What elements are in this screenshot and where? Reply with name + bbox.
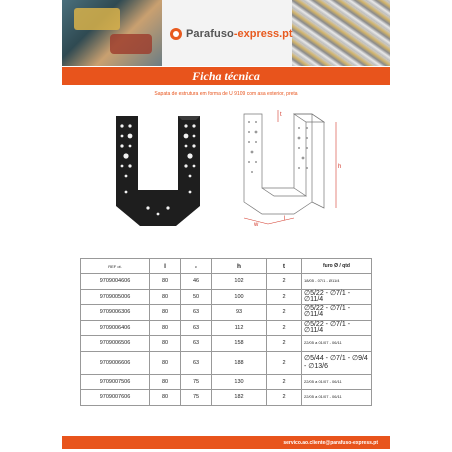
cell-c: 63	[181, 320, 212, 336]
cell-l: 80	[150, 390, 181, 406]
product-photo	[112, 114, 204, 232]
cell-h: 130	[212, 374, 267, 390]
spec-table	[80, 258, 372, 406]
cell-ref: 9709006306	[81, 305, 150, 321]
cell-h: 188	[212, 351, 267, 374]
col-t: t	[267, 259, 302, 274]
cell-t: 2	[267, 351, 302, 374]
cell-furo: ∅5/22 - ∅7/1 - ∅11/4	[302, 305, 372, 321]
table-row	[81, 374, 372, 390]
label-t: t	[280, 112, 282, 118]
cell-h: 102	[212, 274, 267, 290]
page-title: Ficha técnica	[192, 68, 260, 83]
cell-l: 80	[150, 274, 181, 290]
cell-ref: 9709007606	[81, 390, 150, 406]
cell-furo: ∅5/22 - ∅7/1 - ∅11/4	[302, 289, 372, 305]
table-row	[81, 289, 372, 305]
cell-c: 50	[181, 289, 212, 305]
cell-furo: ∅5/22 - ∅7/1 - ∅11/4	[302, 320, 372, 336]
cell-h: 112	[212, 320, 267, 336]
cell-ref: 9709006406	[81, 320, 150, 336]
screws-photo	[292, 0, 390, 66]
cell-l: 80	[150, 351, 181, 374]
cell-c: 46	[181, 274, 212, 290]
brand-name: Parafuso	[186, 28, 234, 40]
product-description: Sapata de estrutura em forma de U 9109 com asa exterior, preta	[154, 91, 298, 97]
cell-t: 2	[267, 390, 302, 406]
brand-icon	[170, 28, 182, 40]
cell-c: 75	[181, 374, 212, 390]
cell-ref: 9709007506	[81, 374, 150, 390]
cell-l: 80	[150, 305, 181, 321]
cell-c: 63	[181, 336, 212, 352]
footer-email-link[interactable]: servico.ao.cliente@parafuso-express.pt	[283, 439, 378, 446]
table-header-row	[81, 259, 372, 274]
table-row	[81, 351, 372, 374]
table-row	[81, 390, 372, 406]
cell-l: 80	[150, 320, 181, 336]
cell-furo: 18/05 - 07/1 - Ø11/4	[302, 274, 372, 290]
col-ref: REF ot.	[81, 259, 150, 274]
cell-c: 75	[181, 390, 212, 406]
col-l: l	[150, 259, 181, 274]
col-h: h	[212, 259, 267, 274]
cell-t: 2	[267, 274, 302, 290]
cell-ref: 9709006506	[81, 336, 150, 352]
label-l: l	[284, 216, 286, 222]
cell-t: 2	[267, 305, 302, 321]
cell-furo: 22/05 a 01/07 - 06/11	[302, 374, 372, 390]
cell-furo: ∅5/44 - ∅7/1 - ∅9/4 - ∅13/6	[302, 351, 372, 374]
cell-furo: 22/05 a 01/07 - 06/11	[302, 336, 372, 352]
table-row	[81, 336, 372, 352]
cell-h: 158	[212, 336, 267, 352]
col-c: c	[181, 259, 212, 274]
table-row	[81, 274, 372, 290]
cell-c: 63	[181, 351, 212, 374]
technical-drawing	[232, 108, 344, 228]
cell-c: 63	[181, 305, 212, 321]
cell-furo: 22/05 a 01/07 - 06/11	[302, 390, 372, 406]
title-bar	[62, 67, 390, 85]
cell-ref: 9709006606	[81, 351, 150, 374]
cell-h: 182	[212, 390, 267, 406]
cell-h: 93	[212, 305, 267, 321]
cell-ref: 9709005006	[81, 289, 150, 305]
col-furo: furo Ø / qtd	[302, 259, 372, 274]
header-banner	[62, 0, 390, 66]
cell-ref: 9709004606	[81, 274, 150, 290]
table-row	[81, 305, 372, 321]
cell-l: 80	[150, 374, 181, 390]
label-w: w	[254, 222, 259, 228]
cell-t: 2	[267, 336, 302, 352]
cell-h: 100	[212, 289, 267, 305]
cell-t: 2	[267, 289, 302, 305]
cell-t: 2	[267, 320, 302, 336]
label-h: h	[338, 164, 342, 170]
footer-bar	[62, 436, 390, 449]
tools-photo	[62, 0, 162, 66]
cell-l: 80	[150, 336, 181, 352]
table-row	[81, 320, 372, 336]
cell-l: 80	[150, 289, 181, 305]
brand-logo	[170, 24, 293, 44]
cell-t: 2	[267, 374, 302, 390]
brand-accent: -express.pt	[233, 28, 293, 40]
